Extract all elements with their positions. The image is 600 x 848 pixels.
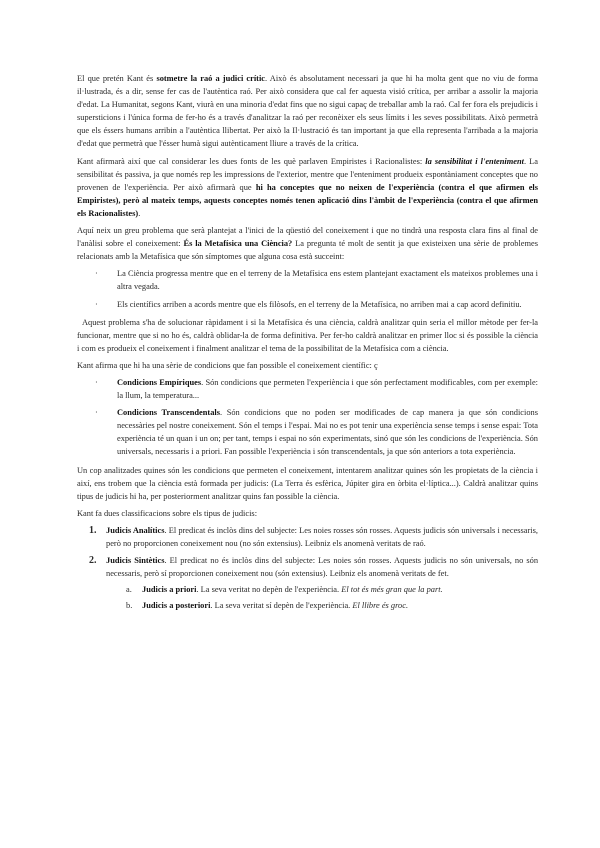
bullet-icon: ·	[95, 377, 98, 387]
bold-italic-phrase: la sensibilitat i l'enteniment	[425, 156, 524, 166]
bullet-icon: ·	[95, 299, 98, 309]
bold-phrase: sotmetre la raó a judici crític	[156, 74, 266, 83]
bold-phrase: hi ha conceptes que no neixen de l'experiència (contra el que afirmen els Empiristes), però al mateix temps, aquests conceptes només tenen aplicació dins l'àmbit de l'experiència (contra el que afirmen els Racionalistes)	[77, 182, 538, 218]
list-item: b. Judicis a posteriori. La seva veritat sí depèn de l'experiència. El llibre és groc.	[106, 599, 538, 612]
paragraph-judgments: Un cop analitzades quines són les condicions que permeten el coneixement, intentarem analitzar quines són les propietats de la ciència i així, ens trobem que la ciència està formada per judicis: (La Terra és esfèrica, Júpiter gira en òrbita el·líptica...). Caldrà analitzar quins tipus de judicis hi ha, per posteriorment analitzar quins fan possible la ciència.	[77, 465, 538, 501]
list-letter: b.	[126, 601, 133, 611]
paragraph-conditions-intro: Kant afirma que hi ha una sèrie de condicions que fan possible el coneixement científic: ç	[77, 360, 378, 370]
list-item: · Condicions Empíriques. Són condicions que permeten l'experiència i que són perfectament modificables, com per exemple: la llum, la temperatura...	[95, 377, 538, 401]
paragraph-metaphysics-question: Aquí neix un greu problema que serà plantejat a l'inici de la qüestió del coneixement i que no tindrà una resposta clara fins al final de l'anàlisi sobre el coneixement: És la Metafísica una Ciència? La pregunta té molt de sentit ja que existeixen una sèrie de problemes relacionats amb la Metafísica que són símptomes que alguna cosa està succeint:	[77, 226, 538, 262]
paragraph-two-sources: Kant afirmarà així que cal considerar les dues fonts de les què parlaven Empiristes i Racionalistes: la sensibilitat i l'enteniment. La sensibilitat és passiva, ja que només rep les impressions de l'exterior, mentre que l'enteniment produeix espontàniament conceptes que no provenen de l'experiència. Per això afirmarà que hi ha conceptes que no neixen de l'experiència (contra el que afirmen els Empiristes), però al mateix temps, aquests conceptes només tenen aplicació dins l'àmbit de l'experiència (contra el que afirmen els Racionalistes).	[77, 156, 538, 218]
list-item: 2. Judicis Sintètics. El predicat no és inclòs dins del subjecte: Les noies són rosses. Aquests judicis no són universals, no són necessaris, però sí proporcionen coneixement nou (són extensius). Leibniz els anomenà veritats de fet. a. Judicis a priori. La seva veritat no depèn de l'experiència. El tot és més gran que la part. b. Judicis a posteriori. La seva veritat sí depèn de l'experiència. El llibre és groc.	[77, 554, 538, 612]
list-item: · La Ciència progressa mentre que en el terreny de la Metafísica ens estem plantejant exactament els mateixos problemes una i altra vegada.	[95, 269, 538, 292]
conditions-list	[77, 376, 538, 459]
paragraph-classifications-intro: Kant fa dues classificacions sobre els tipus de judicis:	[77, 508, 258, 518]
paragraph-kant-critique: El que pretén Kant és sotmetre la raó a judici crític. Això és absolutament necessari ja que hi ha molta gent que no viu de forma il·lustrada, és a dir, sense fer cas de l'autèntica raó. Per això considera que cal fer aquesta visió crítica, per arribar a assolir la majoria d'edat. La Humanitat, segons Kant, viurà en una minoria d'edat fins que no sigui capaç de treballar amb la raó. Cal fer fora els prejudicis i supersticions i l'única forma de fer-ho és a través d'analitzar la raó per reconèixer els seus límits i les seves possibilitats. Això permetrà que els éssers humans arribin a l'autèntica llibertat. Per això la Il·lustració és tan important ja que ella representa l'arribada a la majoria d'edat que permetrà que l'ésser humà sigui autènticament lliure a través de la crítica.	[77, 74, 538, 149]
list-letter: a.	[126, 585, 132, 595]
paragraph-solution: Aquest problema s'ha de solucionar ràpidament i si la Metafísica és una ciència, caldrà analitzar quin seria el millor mètode per fer-la funcionar, mentre que si no ho és, caldrà oblidar-la de forma definitiva. Per fer-ho caldrà analitzar en primer lloc si és possible la ciència i com es produeix el coneixement i finalment analitzar el tema de la possibilitat de la Metafísica com a ciència.	[77, 317, 538, 353]
bold-question: És la Metafísica una Ciència?	[183, 239, 293, 249]
list-item: a. Judicis a priori. La seva veritat no depèn de l'experiència. El tot és més gran que la part.	[106, 583, 538, 596]
bullet-icon: ·	[95, 269, 98, 279]
subjudgments-list	[106, 583, 538, 612]
judgments-list	[77, 524, 538, 613]
bullet-icon: ·	[95, 408, 98, 418]
list-number: 2.	[89, 555, 97, 567]
example-text: El tot és més gran que la part.	[341, 585, 443, 595]
list-number: 1.	[89, 524, 97, 536]
list-item: 1. Judicis Analítics. El predicat és inclòs dins del subjecte: Les noies rosses són rosses. Aquests judicis són universals i necessaris, però no proporcionen coneixement nou (no són extensius). Leibniz els anomenà veritats de raó.	[89, 524, 538, 548]
list-item: · Els científics arriben a acords mentre que els filòsofs, en el terreny de la Metafísica, no arriben mai a cap acord definitiu.	[77, 298, 538, 311]
list-item: · Condicions Transcendentals. Són condicions que no poden ser modificades de cap manera ja que són condicions necessàries pel nostre coneixement. Són el temps i l'espai. Mai no es pot tenir una experiència sense temps i sense espai: Tota experiència té un quan i un on; per tant, temps i espai no són experimentats, sinó que són les condicions de l'experiència. Són universals, necessaris i a priori. Fan possible l'experiència i són transcendentals, ja que són anteriors a tota experiència.	[95, 408, 538, 457]
example-text: El llibre és groc.	[352, 601, 409, 611]
symptoms-list	[77, 267, 538, 310]
